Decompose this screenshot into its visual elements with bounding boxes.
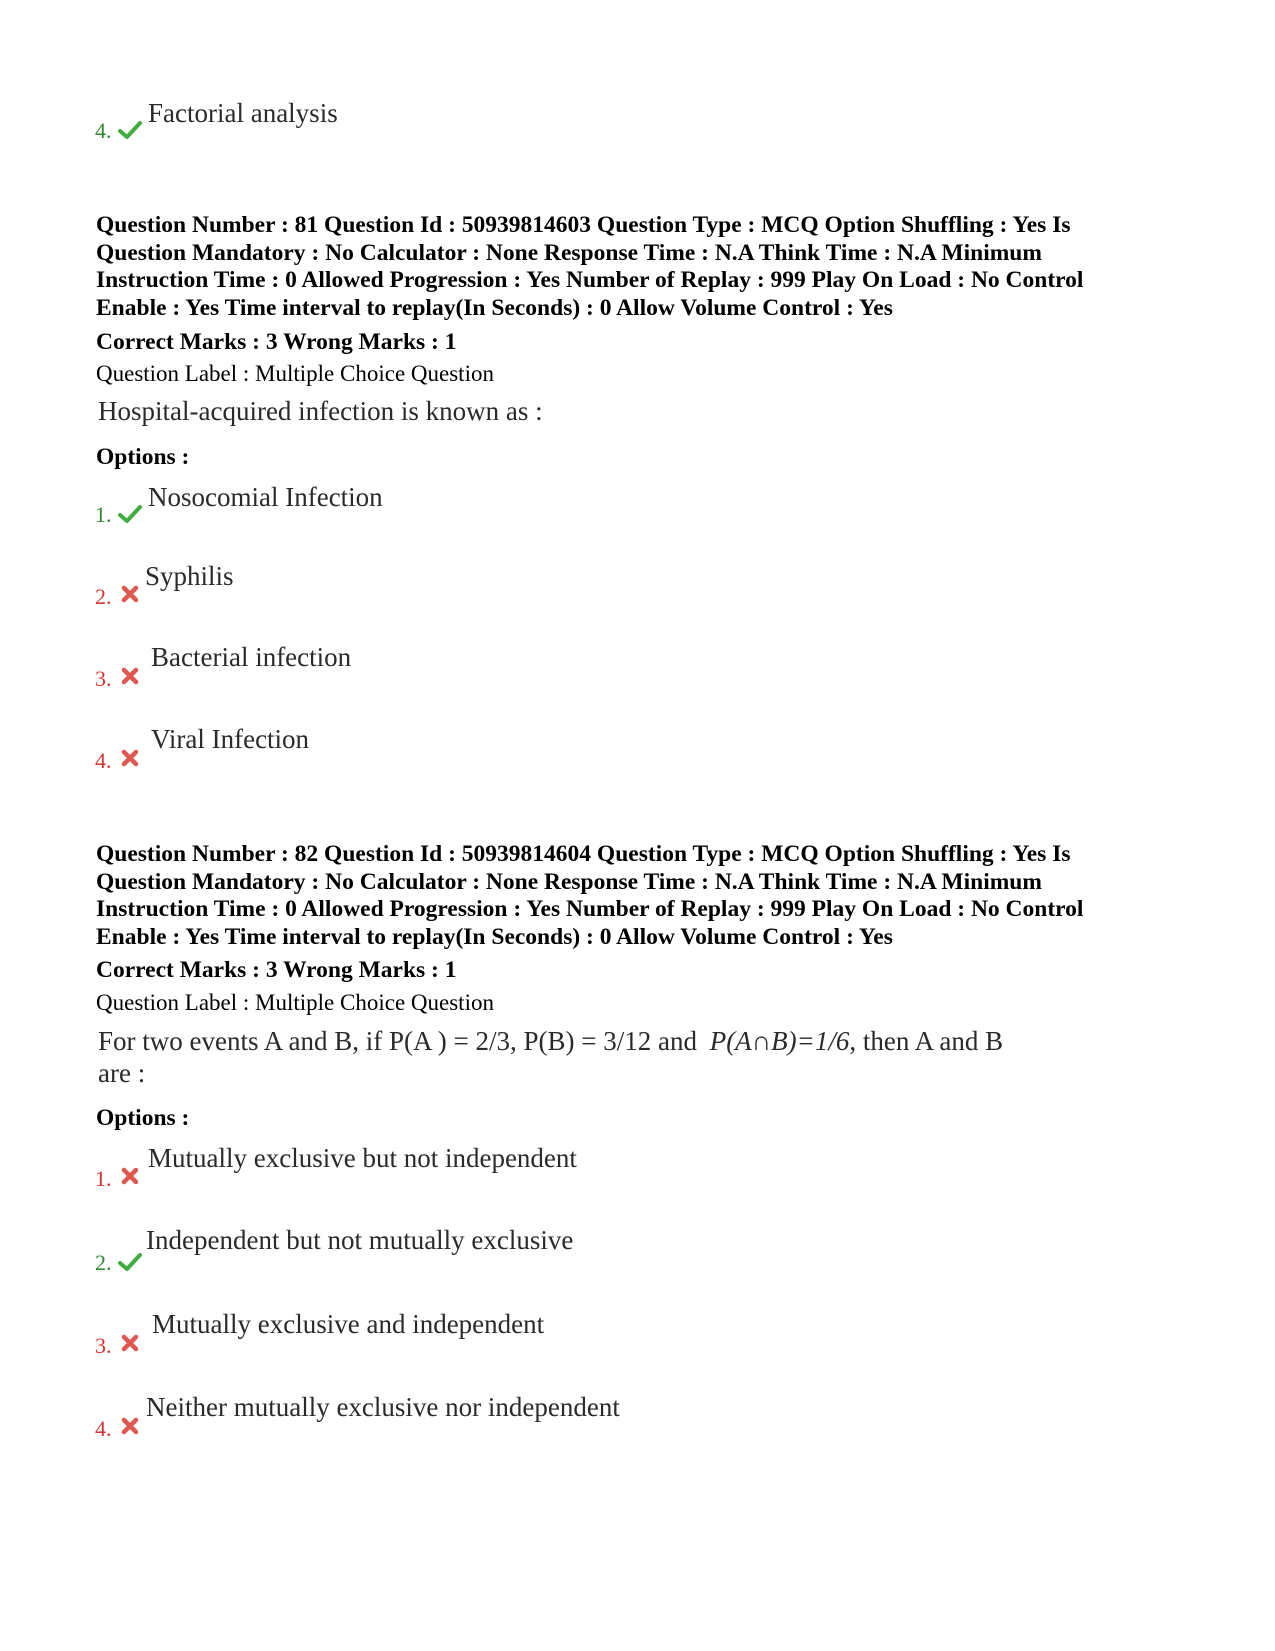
option-text: Independent but not mutually exclusive: [146, 1225, 574, 1255]
cross-icon: [118, 1333, 142, 1353]
question-82-marks: Correct Marks : 3 Wrong Marks : 1: [96, 957, 457, 983]
option-number: 2.: [95, 1250, 112, 1275]
question-82-text: [98, 1026, 1003, 1056]
option-number: 4.: [95, 1416, 112, 1441]
option-text: Factorial analysis: [148, 98, 338, 128]
question-82-header: [96, 841, 1196, 951]
cross-icon: [118, 1416, 142, 1436]
header-line: Enable : Yes Time interval to replay(In Seconds) : 0 Allow Volume Control : Yes: [96, 294, 893, 321]
cross-icon: [118, 748, 142, 768]
option-text: Nosocomial Infection: [148, 482, 383, 512]
question-82-options-label: Options :: [96, 1105, 190, 1131]
check-icon: [118, 504, 142, 524]
question-math: P(A∩B)=1/6: [709, 1026, 850, 1056]
header-line: Question Mandatory : No Calculator : None Response Time : N.A Think Time : N.A Minimum: [96, 868, 1042, 895]
option-text: Bacterial infection: [151, 642, 352, 672]
cross-icon: [118, 666, 142, 686]
question-text-part: For two events A and B, if P(A ) = 2/3, P(B) = 3/12 and: [98, 1026, 697, 1056]
option-number: 4.: [95, 118, 112, 143]
check-icon: [118, 120, 142, 140]
question-82-text-line2: are :: [98, 1058, 146, 1088]
header-line: Instruction Time : 0 Allowed Progression : Yes Number of Replay : 999 Play On Load : No Control: [96, 896, 1084, 922]
option-number: 1.: [95, 1166, 112, 1191]
option-text: Viral Infection: [151, 724, 310, 754]
header-line: Question Number : 81 Question Id : 50939814603 Question Type : MCQ Option Shuffling : Yes Is: [96, 212, 1071, 238]
question-81-header: [96, 212, 1196, 322]
header-line: Question Number : 82 Question Id : 50939814604 Question Type : MCQ Option Shuffling : Yes Is: [96, 841, 1071, 867]
option-number: 4.: [95, 748, 112, 773]
question-82-label: Question Label : Multiple Choice Question: [96, 990, 494, 1015]
question-text-part: , then A and B: [849, 1026, 1004, 1056]
check-icon: [118, 1252, 142, 1272]
header-line: Enable : Yes Time interval to replay(In Seconds) : 0 Allow Volume Control : Yes: [96, 923, 893, 950]
option-text: Mutually exclusive and independent: [152, 1309, 545, 1339]
option-number: 3.: [95, 666, 112, 691]
question-81-label: Question Label : Multiple Choice Question: [96, 361, 494, 386]
option-number: 2.: [95, 584, 112, 609]
header-line: Question Mandatory : No Calculator : None Response Time : N.A Think Time : N.A Minimum: [96, 239, 1042, 266]
option-text: Syphilis: [145, 561, 234, 591]
cross-icon: [118, 584, 142, 604]
header-line: Instruction Time : 0 Allowed Progression : Yes Number of Replay : 999 Play On Load : No Control: [96, 267, 1084, 293]
question-81-text: Hospital-acquired infection is known as :: [98, 396, 543, 426]
option-text: Mutually exclusive but not independent: [148, 1143, 577, 1173]
option-text: Neither mutually exclusive nor independent: [146, 1392, 620, 1422]
option-number: 1.: [95, 502, 112, 527]
cross-icon: [118, 1166, 142, 1186]
question-81-options-label: Options :: [96, 444, 190, 470]
question-81-marks: Correct Marks : 3 Wrong Marks : 1: [96, 329, 457, 355]
option-number: 3.: [95, 1333, 112, 1358]
